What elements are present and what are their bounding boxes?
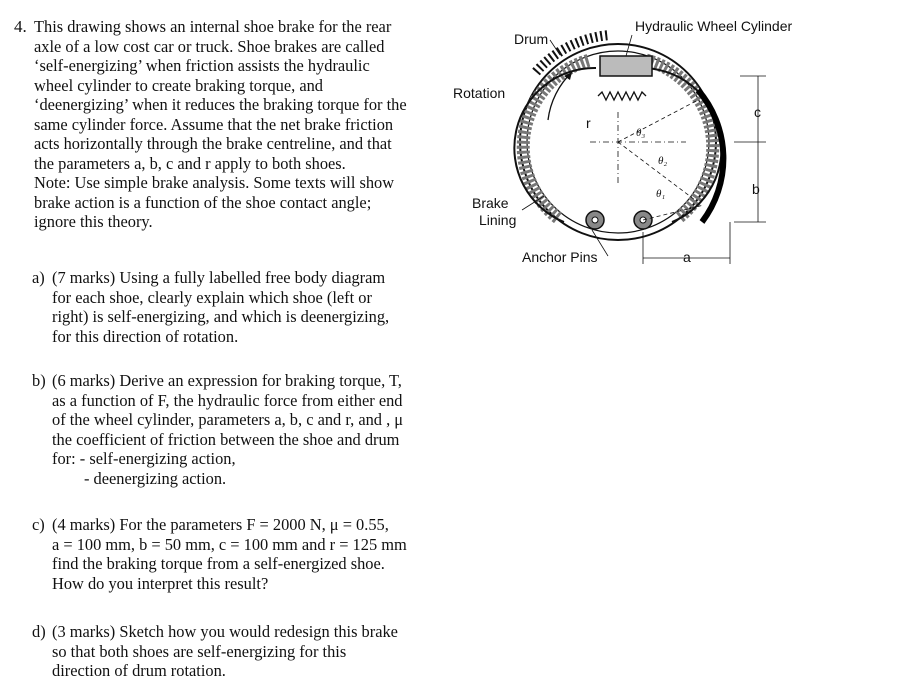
part-line: direction of drum rotation. <box>52 661 226 680</box>
part-line: - deenergizing action. <box>84 468 227 488</box>
part-label: d) <box>32 622 46 641</box>
label-brake-lining-2: Lining <box>479 212 517 228</box>
label-brake-lining-1: Brake <box>472 195 509 211</box>
question-number: 4. <box>14 17 27 36</box>
part-b <box>32 371 403 488</box>
label-r: r <box>586 115 591 131</box>
intro-line: Note: Use simple brake analysis. Some texts will show <box>34 173 395 192</box>
part-line: (6 marks) Derive an expression for braking torque, T, <box>52 371 402 390</box>
part-c <box>32 515 407 593</box>
part-line: How do you interpret this result? <box>52 573 269 593</box>
intro-line: acts horizontally through the brake centreline, and that <box>34 134 392 153</box>
part-line: for this direction of rotation. <box>52 326 239 346</box>
label-anchor-pins: Anchor Pins <box>522 249 598 265</box>
part-line: as a function of F, the hydraulic force from either end <box>52 390 403 410</box>
part-label: a) <box>32 268 45 287</box>
part-label: b) <box>32 371 46 390</box>
question-intro <box>34 17 454 232</box>
label-theta1: θ₁ <box>656 188 666 200</box>
label-drum: Drum <box>514 31 549 47</box>
part-line: a = 100 mm, b = 50 mm, c = 100 mm and r = 125 mm <box>52 534 407 554</box>
part-label: c) <box>32 515 45 534</box>
intro-line: This drawing shows an internal shoe brake for the rear <box>34 17 392 36</box>
anchor-pin-left-hole <box>592 217 598 223</box>
part-line: (7 marks) Using a fully labelled free body diagram <box>52 268 386 287</box>
part-line: (4 marks) For the parameters F = 2000 N, μ = 0.55, <box>52 515 389 534</box>
intro-line: axle of a low cost car or truck. Shoe brakes are called <box>34 36 385 56</box>
part-line: of the wheel cylinder, parameters a, b, c and r, and , μ <box>52 410 404 429</box>
part-line: so that both shoes are self-energizing for this <box>52 641 347 661</box>
part-line: (3 marks) Sketch how you would redesign this brake <box>52 622 398 641</box>
label-rotation: Rotation <box>453 85 506 101</box>
part-a <box>32 268 389 346</box>
intro-line: ‘self-energizing’ when friction assists the hydraulic <box>34 56 370 75</box>
label-a: a <box>683 249 691 265</box>
label-theta3: θ₃ <box>636 127 646 139</box>
left-brake-lining <box>523 60 590 218</box>
label-hydraulic-cylinder: Hydraulic Wheel Cylinder <box>635 18 793 34</box>
part-line: for each shoe, clearly explain which shoe (left or <box>52 287 372 307</box>
part-line: for: - self-energizing action, <box>52 449 236 468</box>
intro-line: brake action is a function of the shoe contact angle; <box>34 192 372 212</box>
intro-line: same cylinder force. Assume that the net brake friction <box>34 114 394 134</box>
intro-line: ignore this theory. <box>34 212 153 231</box>
radius-line <box>618 100 698 142</box>
part-line: find the braking torque from a self-energized shoe. <box>52 554 385 573</box>
part-line: the coefficient of friction between the shoe and drum <box>52 429 400 449</box>
return-spring <box>598 92 646 100</box>
label-c: c <box>754 104 761 120</box>
part-d <box>32 622 398 681</box>
intro-line: wheel cylinder to create braking torque, and <box>34 75 323 95</box>
part-line: right) is self-energizing, and which is deenergizing, <box>52 307 390 326</box>
label-b: b <box>752 181 760 197</box>
hydraulic-wheel-cylinder <box>600 56 652 76</box>
brake-diagram <box>440 0 920 280</box>
label-theta2: θ₂ <box>658 155 668 167</box>
intro-line: ‘deenergizing’ when it reduces the braking torque for the <box>34 95 407 114</box>
intro-line: the parameters a, b, c and r apply to both shoes. <box>34 153 346 173</box>
